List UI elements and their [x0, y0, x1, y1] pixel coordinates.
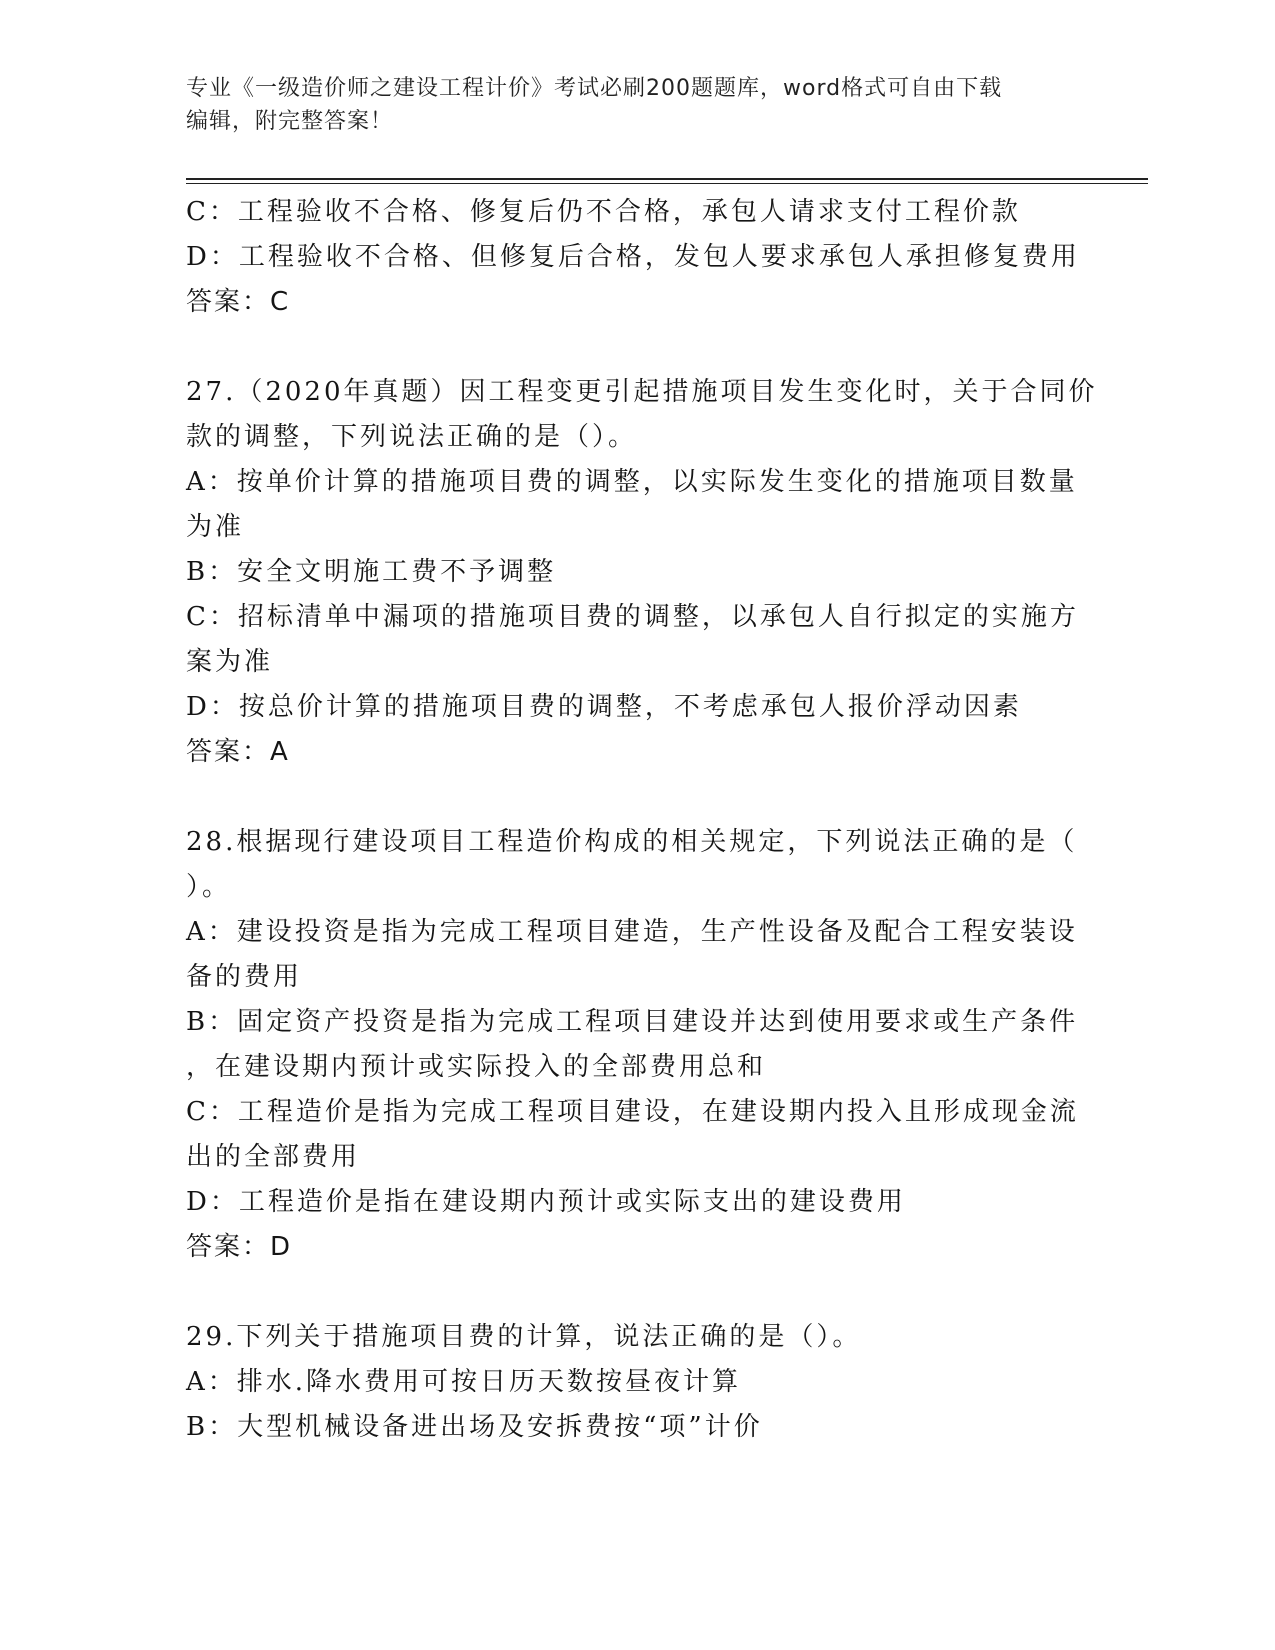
question-27 [186, 370, 1098, 775]
answer: 答案：D [186, 1232, 293, 1262]
question-stem-cont: ）。 [186, 872, 232, 902]
option-b: B：安全文明施工费不予调整 [186, 557, 557, 587]
header-divider-thick [186, 178, 1148, 180]
header-title-line-1: 专业《一级造价师之建设工程计价》考试必刷200题题库，word格式可自由下载 [186, 76, 1003, 101]
question-content [186, 190, 1098, 1450]
question-stem-cont: 款的调整，下列说法正确的是（）。 [186, 422, 638, 452]
option-d: D：按总价计算的措施项目费的调整，不考虑承包人报价浮动因素 [186, 692, 1022, 722]
option-a: A：按单价计算的措施项目费的调整，以实际发生变化的措施项目数量 [186, 467, 1078, 497]
option-d: D：工程验收不合格、但修复后合格，发包人要求承包人承担修复费用 [186, 242, 1080, 272]
option-c: C：工程验收不合格、修复后仍不合格，承包人请求支付工程价款 [186, 197, 1021, 227]
question-stem: 28.根据现行建设项目工程造价构成的相关规定，下列说法正确的是（ [186, 827, 1078, 857]
question-28 [186, 820, 1086, 1270]
question-stem: 27.（2020年真题）因工程变更引起措施项目发生变化时，关于合同价 [186, 377, 1098, 407]
option-a: A：排水.降水费用可按日历天数按昼夜计算 [186, 1367, 742, 1397]
answer: 答案：A [186, 737, 290, 767]
question-29 [186, 1315, 1086, 1450]
spacer [186, 325, 1086, 370]
document-header [186, 72, 1086, 138]
question-26 [186, 190, 1086, 325]
option-c-cont: 出的全部费用 [186, 1142, 361, 1172]
option-b-cont: ，在建设期内预计或实际投入的全部费用总和 [186, 1052, 767, 1082]
option-a: A：建设投资是指为完成工程项目建造，生产性设备及配合工程安装设 [186, 917, 1078, 947]
option-a-cont: 备的费用 [186, 962, 303, 992]
option-c-cont: 案为准 [186, 647, 274, 677]
option-c: C：招标清单中漏项的措施项目费的调整，以承包人自行拟定的实施方 [186, 602, 1079, 632]
question-stem: 29.下列关于措施项目费的计算，说法正确的是（）。 [186, 1322, 862, 1352]
spacer [186, 775, 1086, 820]
spacer [186, 1270, 1086, 1315]
header-divider-thin [186, 183, 1148, 184]
option-c: C：工程造价是指为完成工程项目建设，在建设期内投入且形成现金流 [186, 1097, 1079, 1127]
option-b: B：大型机械设备进出场及安拆费按“项”计价 [186, 1412, 763, 1442]
option-a-cont: 为准 [186, 512, 245, 542]
header-title-line-2: 编辑，附完整答案！ [186, 109, 394, 134]
option-d: D：工程造价是指在建设期内预计或实际支出的建设费用 [186, 1187, 906, 1217]
answer: 答案：C [186, 287, 291, 317]
option-b: B：固定资产投资是指为完成工程项目建设并达到使用要求或生产条件 [186, 1007, 1079, 1037]
